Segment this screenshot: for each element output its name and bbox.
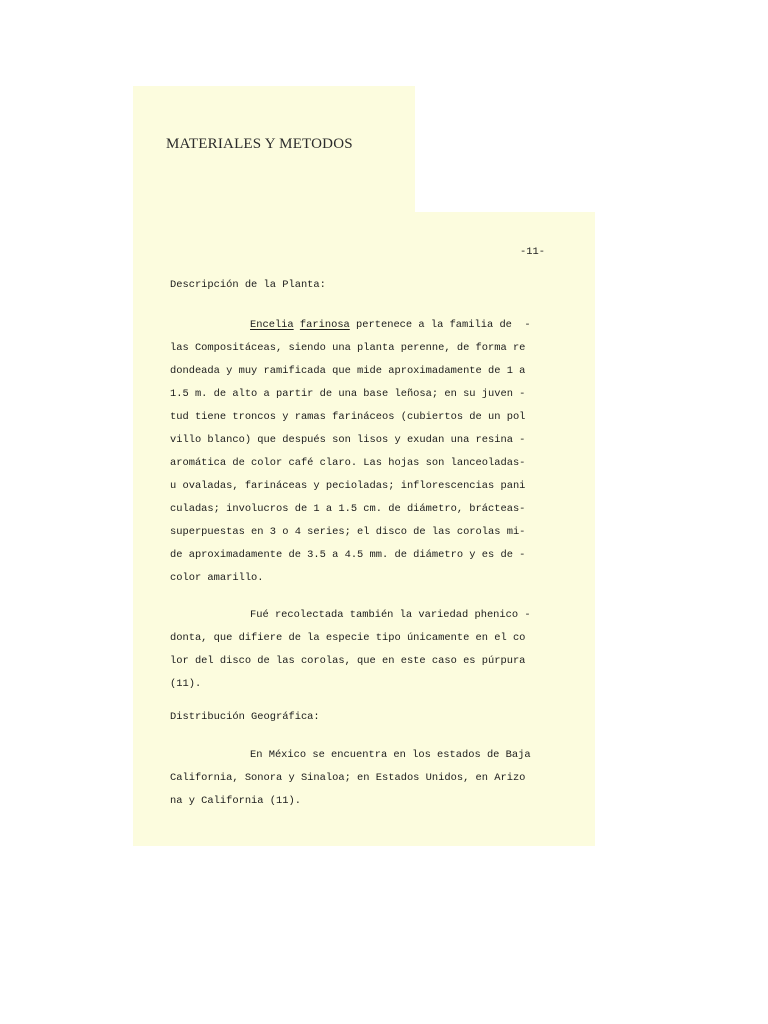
chapter-heading: MATERIALES Y METODOS: [166, 136, 353, 152]
distribution-line-1: En México se encuentra en los estados de Baja: [250, 749, 531, 761]
paragraph-2-line-2: donta, que difiere de la especie tipo únicamente en el co: [170, 632, 526, 644]
paragraph-1-line-1-text: pertenece a la familia de -: [349, 319, 531, 331]
paragraph-2-line-1: Fué recolectada también la variedad phenico -: [250, 609, 531, 621]
paragraph-1-line-11: de aproximadamente de 3.5 a 4.5 mm. de diámetro y es de -: [170, 549, 526, 561]
paragraph-2-line-3: lor del disco de las corolas, que en este caso es púrpura: [170, 655, 526, 667]
paragraph-1-line-7: aromática de color café claro. Las hojas son lanceoladas-: [170, 457, 526, 469]
paragraph-1-line-10: superpuestas en 3 o 4 series; el disco de las corolas mi-: [170, 526, 526, 538]
paragraph-1-line-9: culadas; involucros de 1 a 1.5 cm. de diámetro, brácteas-: [170, 503, 526, 515]
species-epithet: farinosa: [299, 319, 350, 331]
paragraph-1-line-5: tud tiene troncos y ramas farináceos (cubiertos de un pol: [170, 411, 526, 423]
paragraph-1-line-3: dondeada y muy ramificada que mide aproximadamente de 1 a: [170, 365, 526, 377]
species-genus: Encelia: [250, 319, 294, 331]
paragraph-1-line-1: [250, 320, 531, 330]
paragraph-1-line-12: color amarillo.: [170, 572, 264, 584]
distribution-line-2: California, Sonora y Sinaloa; en Estados Unidos, en Arizo: [170, 772, 526, 784]
page-number: -11-: [520, 246, 545, 258]
paragraph-2-line-4: (11).: [170, 678, 202, 690]
paragraph-1-line-4: 1.5 m. de alto a partir de una base leñosa; en su juven -: [170, 388, 526, 400]
distribution-line-3: na y California (11).: [170, 795, 301, 807]
paragraph-1-line-6: villo blanco) que después son lisos y exudan una resina -: [170, 434, 526, 446]
section-title-description: Descripción de la Planta:: [170, 279, 326, 291]
paragraph-1-line-8: u ovaladas, farináceas y pecioladas; inflorescencias pani: [170, 480, 526, 492]
paragraph-1-line-2: las Compositáceas, siendo una planta perenne, de forma re: [170, 342, 526, 354]
section-title-distribution: Distribución Geográfica:: [170, 711, 320, 723]
